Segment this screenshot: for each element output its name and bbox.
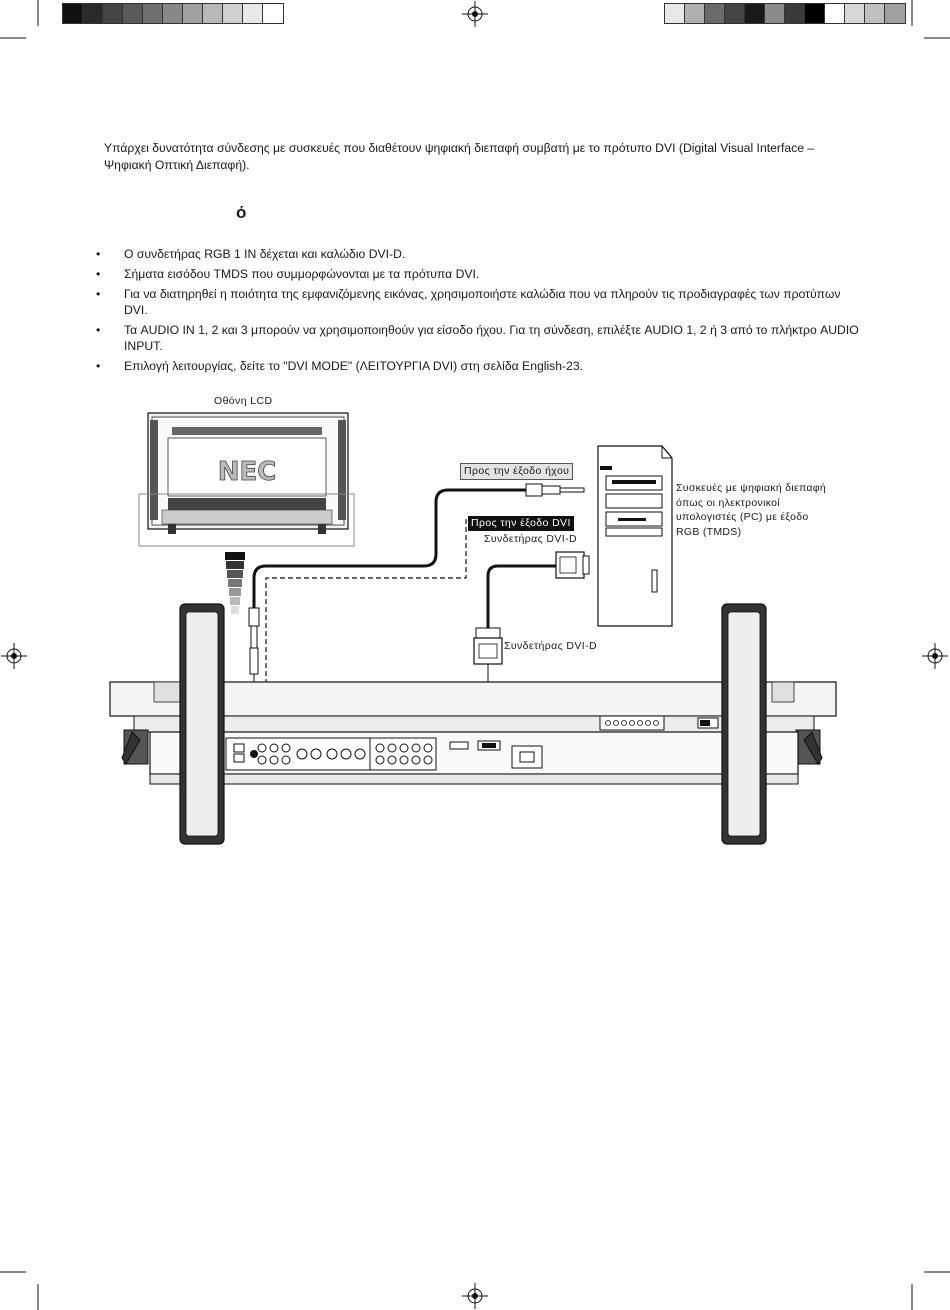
right-speaker-icon	[722, 604, 766, 844]
audio-jack-plug-icon	[249, 608, 259, 674]
dvi-connector-bottom-label: Συνδετήρας DVI-D	[504, 640, 597, 652]
dvi-cable	[488, 566, 556, 630]
lcd-monitor-icon	[148, 413, 348, 534]
registration-mark-bottom-icon	[462, 1283, 488, 1309]
left-speaker-icon	[180, 604, 224, 844]
registration-mark-right-icon	[922, 643, 948, 669]
dvi-out-label: Προς την έξοδο DVI	[468, 516, 574, 531]
dvi-plug-top-icon	[556, 552, 589, 578]
note-item: • Τα AUDIO IN 1, 2 και 3 μπορούν να χρησιμοποιηθούν για είσοδο ήχου. Για τη σύνδεση, επιλέξτε AUDIO 1, 2 ή 3 από το πλήκτρο AUDIO INPUT.	[92, 322, 862, 354]
note-item: • Επιλογή λειτουργίας, δείτε το "DVI MODE" (ΛΕΙΤΟΥΡΓΙΑ DVI) στη σελίδα English-23.	[92, 358, 862, 374]
note-item: • Για να διατηρηθεί η ποιότητα της εμφανιζόμενης εικόνας, χρησιμοποιήστε καλώδια που να πληρούν τις προδιαγραφές των προτύπων DVI.	[92, 286, 862, 318]
lcd-label: Οθόνη LCD	[214, 395, 273, 407]
registration-mark-left-icon	[1, 643, 27, 669]
dvi-connector-top-label: Συνδετήρας DVI-D	[484, 533, 577, 545]
zoom-arrow-icon	[225, 552, 245, 614]
audio-plug-icon	[526, 484, 584, 496]
section-heading: ό	[236, 203, 247, 222]
registration-mark-top-icon	[462, 1, 488, 27]
note-item: • Σήματα εισόδου TMDS που συμμορφώνονται με τα πρότυπα DVI.	[92, 266, 862, 282]
device-description: Συσκευές με ψηφιακή διεπαφή όπως οι ηλεκτρονικοί υπολογιστές (PC) με έξοδο RGB (TMDS)	[676, 482, 827, 538]
dvi-plug-bottom-icon	[474, 628, 502, 664]
intro-paragraph: Υπάρχει δυνατότητα σύνδεσης με συσκευές που διαθέτουν ψηφιακή διεπαφή συμβατή με το πρότυπο DVI (Digital Visual Interface – Ψηφιακή Οπτική Διεπαφή).	[104, 141, 815, 172]
pc-tower-icon	[598, 446, 672, 626]
svg-text:NEC: NEC	[217, 457, 277, 487]
note-item: • Ο συνδετήρας RGB 1 IN δέχεται και καλώδιο DVI-D.	[92, 246, 862, 262]
audio-out-label: Προς την έξοδο ήχου	[460, 463, 573, 480]
